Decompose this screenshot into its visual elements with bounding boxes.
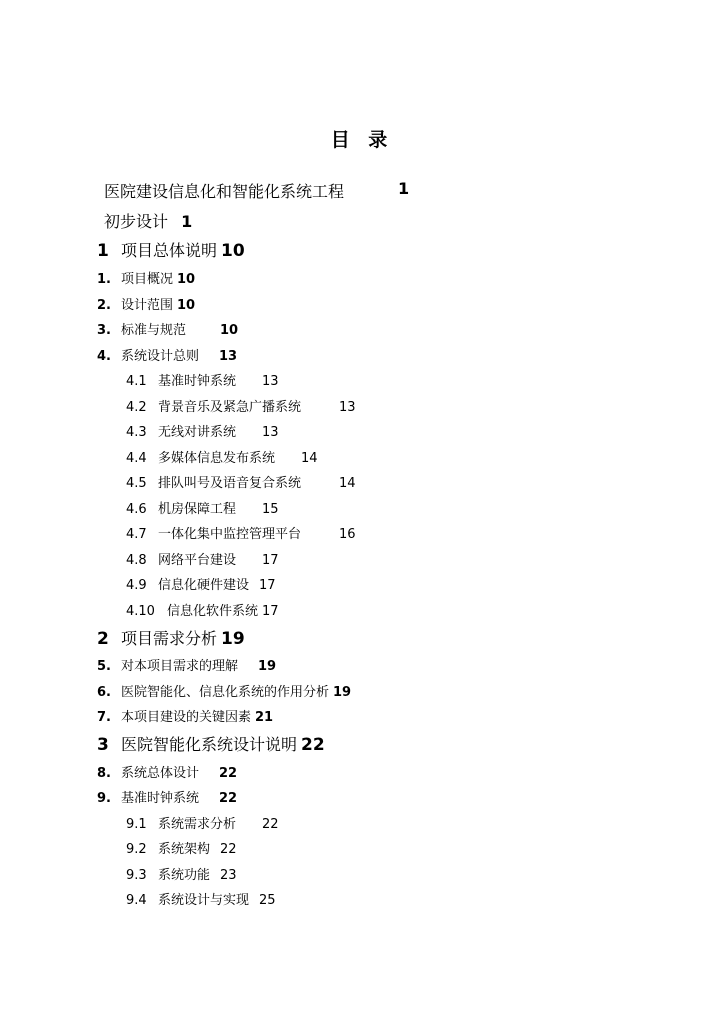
toc-entry-text: 机房保障工程 (158, 502, 237, 517)
toc-entry-page: 10 (177, 298, 196, 313)
toc-entry-number: 2 (97, 629, 109, 649)
toc-entry-text: 设计范围 (121, 298, 174, 313)
toc-entry-number: 4.3 (126, 425, 147, 440)
toc-entry-level3 (126, 549, 279, 568)
toc-entry-level3 (126, 472, 356, 491)
toc-entry-level2 (97, 655, 276, 674)
toc-entry-text: 一体化集中监控管理平台 (158, 527, 302, 542)
toc-entry-number: 8. (97, 766, 111, 781)
toc-entry-number: 1 (97, 241, 109, 261)
toc-entry-page: 13 (219, 349, 238, 364)
toc-entry-page: 10 (177, 272, 196, 287)
toc-entry-level3 (126, 600, 279, 619)
toc-entry-level3 (126, 574, 276, 593)
toc-entry-text: 项目总体说明 (121, 241, 218, 260)
toc-entry-number: 4.2 (126, 400, 147, 415)
toc-entry-number: 4.10 (126, 604, 155, 619)
toc-entry-level1 (97, 626, 245, 649)
toc-entry-text: 医院智能化系统设计说明 (121, 735, 298, 754)
toc-entry-level2 (97, 319, 238, 338)
toc-entry-level2 (97, 681, 351, 700)
toc-entry-text: 多媒体信息发布系统 (158, 451, 276, 466)
toc-entry-text: 基准时钟系统 (158, 374, 237, 389)
toc-entry-text: 系统设计与实现 (158, 893, 250, 908)
doc-title-line1 (104, 179, 344, 202)
toc-entry-number: 6. (97, 685, 111, 700)
toc-entry-text: 系统需求分析 (158, 817, 237, 832)
toc-entry-page: 15 (262, 502, 279, 517)
toc-entry-page: 17 (259, 578, 276, 593)
toc-entry-page: 17 (262, 604, 279, 619)
toc-entry-level3 (126, 396, 356, 415)
toc-entry-level3 (126, 498, 279, 517)
toc-entry-number: 4.9 (126, 578, 147, 593)
toc-entry-text: 项目需求分析 (121, 629, 218, 648)
toc-entry-page: 10 (221, 241, 245, 261)
toc-entry-number: 3 (97, 735, 109, 755)
toc-entry-number: 5. (97, 659, 111, 674)
toc-entry-text: 网络平台建设 (158, 553, 237, 568)
toc-entry-number: 1. (97, 272, 111, 287)
toc-entry-level3 (126, 864, 237, 883)
doc-subtitle-line2 (104, 209, 192, 232)
toc-entry-text: 标准与规范 (121, 323, 187, 338)
toc-entry-page: 10 (220, 323, 239, 338)
toc-entry-page: 19 (333, 685, 352, 700)
doc-subtitle-page: 1 (181, 212, 193, 231)
toc-entry-number: 4.8 (126, 553, 147, 568)
toc-entry-level3 (126, 370, 279, 389)
toc-entry-text: 排队叫号及语音复合系统 (158, 476, 302, 491)
toc-entry-page: 22 (219, 791, 238, 806)
toc-entry-text: 系统总体设计 (121, 766, 200, 781)
toc-entry-level2 (97, 787, 237, 806)
page-title: 目 录 (330, 129, 394, 151)
toc-entry-text: 系统功能 (158, 868, 211, 883)
toc-entry-text: 本项目建设的关键因素 (121, 710, 252, 725)
toc-entry-page: 22 (220, 842, 237, 857)
toc-entry-level2 (97, 706, 273, 725)
toc-entry-level2 (97, 762, 237, 781)
toc-entry-page: 22 (301, 735, 325, 755)
toc-entry-number: 4.4 (126, 451, 147, 466)
toc-entry-page: 14 (301, 451, 318, 466)
doc-title-text: 医院建设信息化和智能化系统工程 (104, 182, 345, 201)
toc-entry-level1 (97, 732, 325, 755)
toc-entry-level3 (126, 813, 279, 832)
toc-entry-number: 9. (97, 791, 111, 806)
toc-entry-text: 信息化软件系统 (167, 604, 259, 619)
toc-entry-page: 13 (262, 374, 279, 389)
toc-entry-number: 2. (97, 298, 111, 313)
toc-entry-number: 4.7 (126, 527, 147, 542)
toc-entry-text: 系统设计总则 (121, 349, 200, 364)
toc-entry-level3 (126, 421, 279, 440)
toc-entry-page: 22 (219, 766, 238, 781)
toc-entry-level2 (97, 268, 195, 287)
toc-entry-page: 19 (258, 659, 277, 674)
toc-entry-text: 医院智能化、信息化系统的作用分析 (121, 685, 330, 700)
toc-entry-text: 基准时钟系统 (121, 791, 200, 806)
toc-entry-number: 4. (97, 349, 111, 364)
toc-entry-level2 (97, 345, 237, 364)
toc-entry-text: 无线对讲系统 (158, 425, 237, 440)
toc-entry-number: 9.3 (126, 868, 147, 883)
toc-entry-level1 (97, 238, 245, 261)
toc-entry-text: 对本项目需求的理解 (121, 659, 239, 674)
toc-entry-page: 13 (262, 425, 279, 440)
toc-entry-level2 (97, 294, 195, 313)
doc-title-page: 1 (398, 179, 410, 198)
toc-entry-number: 9.4 (126, 893, 147, 908)
toc-entry-number: 4.1 (126, 374, 147, 389)
toc-entry-page: 16 (339, 527, 356, 542)
toc-entry-number: 4.5 (126, 476, 147, 491)
toc-entry-page: 22 (262, 817, 279, 832)
toc-entry-page: 25 (259, 893, 276, 908)
toc-entry-page: 23 (220, 868, 237, 883)
toc-entry-page: 13 (339, 400, 356, 415)
toc-entry-page: 14 (339, 476, 356, 491)
toc-entry-page: 19 (221, 629, 245, 649)
toc-entry-text: 信息化硬件建设 (158, 578, 250, 593)
toc-entry-text: 项目概况 (121, 272, 174, 287)
toc-entry-number: 4.6 (126, 502, 147, 517)
toc-entry-text: 系统架构 (158, 842, 211, 857)
toc-entry-page: 17 (262, 553, 279, 568)
toc-entry-number: 7. (97, 710, 111, 725)
toc-entry-level3 (126, 838, 237, 857)
toc-entry-page: 21 (255, 710, 274, 725)
toc-entry-level3 (126, 523, 356, 542)
toc-entry-level3 (126, 889, 276, 908)
toc-entry-number: 3. (97, 323, 111, 338)
toc-entry-number: 9.1 (126, 817, 147, 832)
doc-subtitle-text: 初步设计 (104, 212, 169, 231)
toc-entry-number: 9.2 (126, 842, 147, 857)
toc-entry-text: 背景音乐及紧急广播系统 (158, 400, 302, 415)
toc-entry-level3 (126, 447, 318, 466)
